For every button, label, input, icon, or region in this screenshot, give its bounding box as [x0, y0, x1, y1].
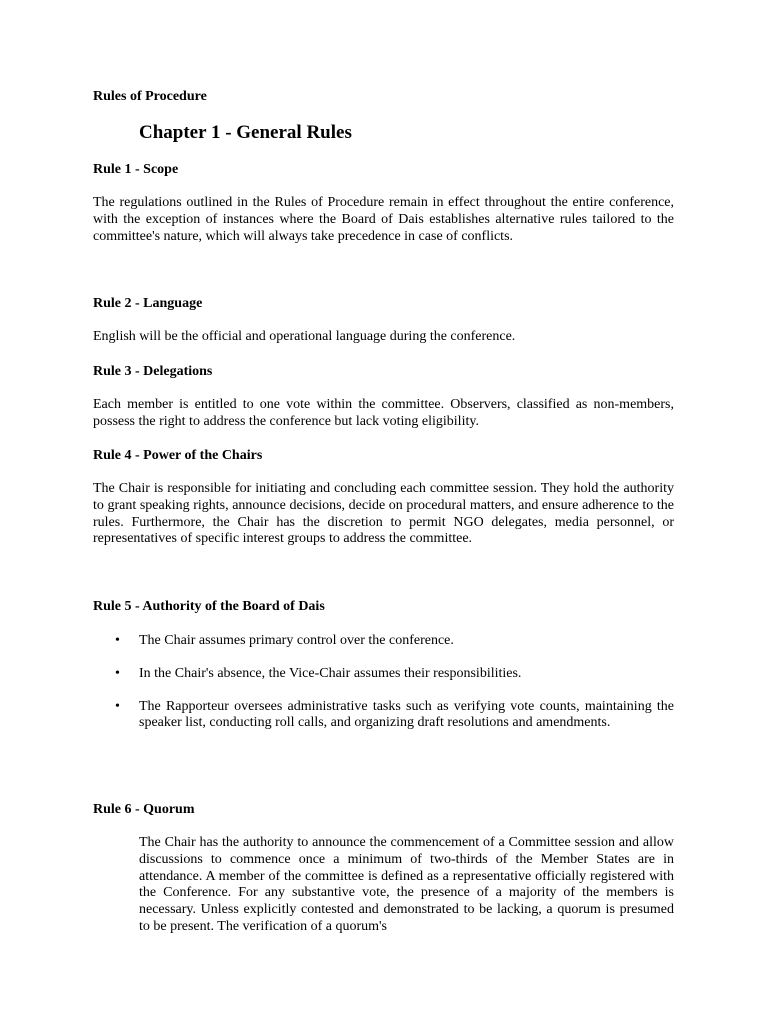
bullet-text: In the Chair's absence, the Vice-Chair assumes their responsibilities. — [139, 665, 522, 681]
bullet-icon: • — [115, 698, 120, 714]
bullet-text: The Rapporteur oversees administrative tasks such as verifying vote counts, maintaining the speaker list, conducting roll calls, and organizing draft resolutions and amendments. — [139, 698, 674, 731]
rule-5-heading: Rule 5 - Authority of the Board of Dais — [93, 599, 325, 614]
rule-1-heading: Rule 1 - Scope — [93, 162, 179, 177]
list-item — [93, 666, 674, 683]
rule-5-bullet-list — [93, 633, 674, 748]
rule-2-heading: Rule 2 - Language — [93, 296, 203, 311]
rule-3-heading: Rule 3 - Delegations — [93, 364, 213, 379]
rule-2-text: English will be the official and operational language during the conference. — [93, 329, 516, 344]
bullet-text: The Chair assumes primary control over the conference. — [139, 633, 454, 648]
rule-6-heading: Rule 6 - Quorum — [93, 802, 195, 817]
bullet-icon: • — [115, 665, 120, 681]
rule-4-text: The Chair is responsible for initiating and concluding each committee session. They hold the authority to grant speaking rights, announce decisions, decide on procedural matters, and ensure adherence to the rules. Furthermore, the Chair has the discretion to permit NGO delegates, media personnel, or representatives of specific interest groups to address the committee. — [93, 481, 674, 547]
bullet-icon: • — [115, 633, 120, 648]
list-item — [93, 699, 674, 733]
rule-3-text: Each member is entitled to one vote within the committee. Observers, classified as non-members, possess the right to address the conference but lack voting eligibility. — [93, 397, 674, 429]
rule-6-text: The Chair has the authority to announce the commencement of a Committee session and allow discussions to commence once a minimum of two-thirds of the Member States are in attendance. A member of the committee is defined as a representative officially registered with the Conference. For any substantive vote, the presence of a majority of the members is necessary. Unless explicitly contested and demonstrated to be lacking, a quorum is presumed to be present. The verification of a quorum's — [139, 835, 674, 934]
list-item — [93, 633, 674, 650]
document-title: Rules of Procedure — [93, 89, 207, 104]
rule-4-heading: Rule 4 - Power of the Chairs — [93, 448, 263, 463]
rule-1-text: The regulations outlined in the Rules of Procedure remain in effect throughout the entire conference, with the exception of instances where the Board of Dais establishes alternative rules tailored to the committee's nature, which will always take precedence in case of conflicts. — [93, 195, 674, 244]
chapter-title: Chapter 1 - General Rules — [139, 122, 352, 143]
